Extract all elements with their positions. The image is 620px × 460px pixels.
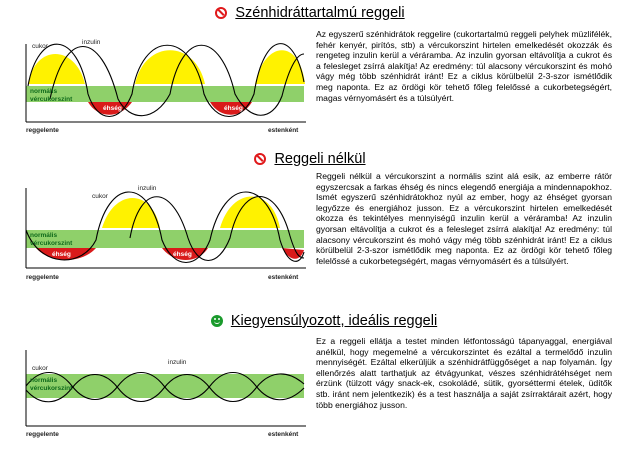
sugar-area xyxy=(135,50,205,84)
chart-no-breakfast xyxy=(10,168,310,288)
sugar-area xyxy=(255,50,305,84)
chart-carb-breakfast xyxy=(10,24,310,144)
section-heading: Kiegyensúlyozott, ideális reggeli xyxy=(230,312,438,329)
label-evening: estenként xyxy=(268,274,299,281)
paragraph-balanced-breakfast: Ez a reggeli ellátja a testet minden létfontosságú tápanyaggal, energiával anélkül, hogy megemelné a vércukorszintet és ezáltal a termelődő inzulin mennyiségét. Ezáltal elkerüljük a szénhidrátfüggőséget a nap folyamán. Így ellenőrzés alatt tarthatjuk az étvágyunkat, vészes szénhidrátéhséget nem érzünk (tülzott vágy snack-ek, csokoládé, sütik, gyorséttermi ételek, üdítők stb. iránt nem jelentkezik) és a test használja a saját zsírraktárait azért, hogy több energiához jusson. xyxy=(316,336,612,410)
section-heading: Szénhidráttartalmú reggeli xyxy=(235,4,405,21)
label-sugar: cukor xyxy=(92,193,108,200)
label-insulin: inzulin xyxy=(82,39,101,46)
label-hunger: éhség xyxy=(224,105,243,112)
label-normal-2: vércukorszint xyxy=(30,385,73,392)
label-sugar: cukor xyxy=(32,365,48,372)
paragraph-carb-breakfast: Az egyszerű szénhidrátok reggelire (cukortartalmú reggeli pelyhek müzlifélék, fehér kenyér, pirítós, stb) a vércukorszint hirtelen emelkedését okozzák és rengeteg inzulin kerül a véráramba. Az inzulin gyorsan eltávolítja a cukrot és a felesleget zsírrá alakítja! Az eredmény: túl alacsony vércukorszint és mohó vágy még több szénhidrát iránt! Ez a ciklus körülbelül 2-3-szor ismétlődik meg naponta. Ez az ördögi kör tehető főleg felelőssé a cukorbetegségért, magas vérnyomásért és a túlsúlyért. xyxy=(316,29,612,103)
section-title-2 xyxy=(0,150,620,168)
label-normal-1: normális xyxy=(30,88,58,95)
label-hunger: éhség xyxy=(103,105,122,112)
label-normal-1: normális xyxy=(30,232,58,239)
label-evening: estenként xyxy=(268,431,299,438)
section-title-1 xyxy=(0,4,620,22)
no-entry-icon xyxy=(215,7,227,19)
chart-balanced-breakfast xyxy=(10,330,310,450)
label-morning: reggelente xyxy=(26,127,59,134)
section-heading: Reggeli nélkül xyxy=(274,150,366,167)
label-insulin: inzulin xyxy=(168,359,187,366)
label-hunger: éhség xyxy=(173,251,192,258)
label-insulin: inzulin xyxy=(138,185,157,192)
no-entry-icon xyxy=(254,153,266,165)
label-normal-2: vércukorszint xyxy=(30,96,73,103)
label-morning: reggelente xyxy=(26,274,59,281)
label-hunger: éhség xyxy=(52,251,71,258)
section-title-3 xyxy=(0,312,620,330)
paragraph-no-breakfast: Reggeli nélkül a vércukorszint a normális szint alá esik, az emberre rátör egyszercsak a farkas éhség és nincs elegendő energiája a mindennapokhoz. Ismét egyszerű szénhidrátokhoz nyúl az ember, hogy az éhséget gyorsan legyőzze és energiához jusson. Ez a vércukorszint hirtelen emelkedését okozza és tekintélyes mennyiségű inzulin kerül a véráramba! Az inzulin gyorsan eltávolítja a cukrot és a felesleget zsírrá alakítja! Az eredmény: túl alacsony vércukorszint és mohó vágy még több szénhidrát iránt! Ez a ciklus körülbelül 2-3-szor ismétlődik meg naponta. Ez az ördögi kör tehető főleg felelőssé a cukorbetegségért, magas vérnyomásért és a túlsúlyért. xyxy=(316,171,612,266)
label-normal-2: vércukorszint xyxy=(30,240,73,247)
label-morning: reggelente xyxy=(26,431,59,438)
smiley-icon xyxy=(211,315,223,327)
label-normal-1: normális xyxy=(30,377,58,384)
label-sugar: cukor xyxy=(32,43,48,50)
label-evening: estenként xyxy=(268,127,299,134)
